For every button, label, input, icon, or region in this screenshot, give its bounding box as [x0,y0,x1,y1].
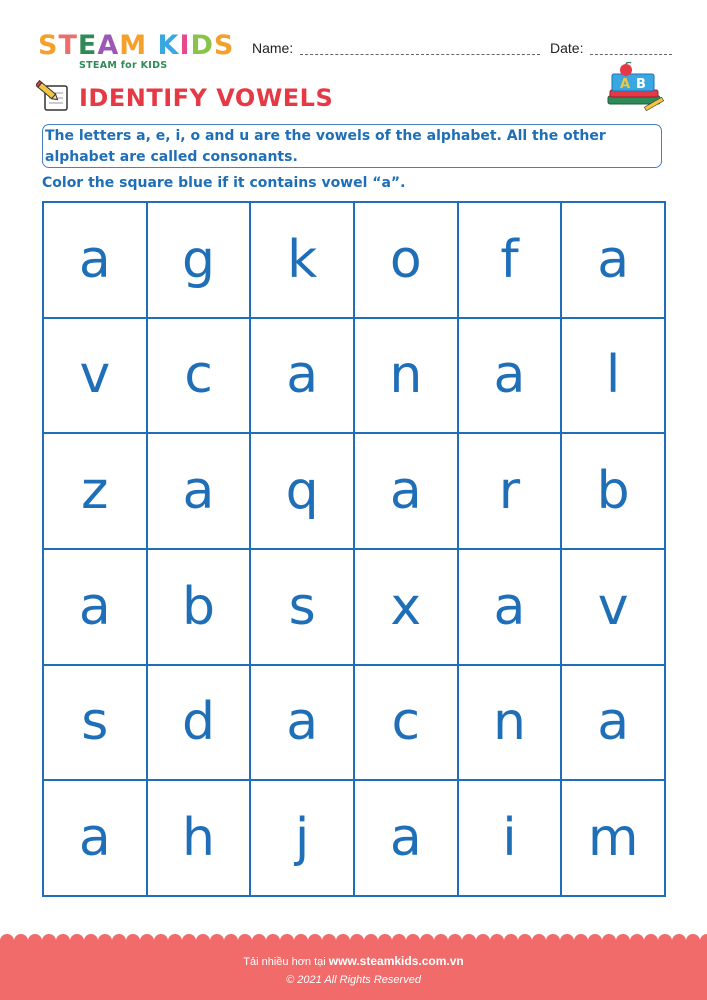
logo-letter: A [97,30,120,61]
instruction-text: Color the square blue if it contains vowel “a”. [42,175,406,191]
letter-grid [42,201,666,897]
date-field-line[interactable] [590,54,672,55]
letter-cell-r6-c2[interactable]: h [148,781,252,897]
abc-book-icon [604,62,666,114]
info-box [42,124,662,168]
letter-cell-r2-c1[interactable]: v [44,319,148,435]
logo-letter: I [179,30,191,61]
date-label: Date: [550,40,584,56]
letter-cell-r6-c4[interactable]: a [355,781,459,897]
letter-cell-r4-c5[interactable]: a [459,550,563,666]
letter-cell-r6-c3[interactable]: j [251,781,355,897]
letter-cell-r3-c6[interactable]: b [562,434,666,550]
letter-cell-r6-c6[interactable]: m [562,781,666,897]
letter-cell-r4-c1[interactable]: a [44,550,148,666]
footer-prefix: Tải nhiều hơn tại [243,956,326,968]
logo-letter [147,32,157,60]
logo-wordmark [38,32,238,60]
footer-website-line [0,954,707,968]
letter-cell-r2-c4[interactable]: n [355,319,459,435]
letter-cell-r2-c3[interactable]: a [251,319,355,435]
logo-letter: E [77,30,98,61]
logo-letter: M [119,30,148,61]
letter-cell-r6-c5[interactable]: i [459,781,563,897]
letter-cell-r5-c4[interactable]: c [355,666,459,782]
letter-cell-r1-c6[interactable]: a [562,203,666,319]
letter-cell-r1-c4[interactable]: o [355,203,459,319]
letter-cell-r5-c1[interactable]: s [44,666,148,782]
logo-letter: K [157,30,180,61]
letter-cell-r5-c6[interactable]: a [562,666,666,782]
letter-cell-r4-c3[interactable]: s [251,550,355,666]
letter-cell-r5-c3[interactable]: a [251,666,355,782]
footer-website-link[interactable]: www.steamkids.com.vn [328,954,464,968]
footer [0,940,707,1000]
logo-letter: D [190,30,214,61]
letter-cell-r1-c3[interactable]: k [251,203,355,319]
name-label: Name: [252,40,294,56]
letter-cell-r5-c5[interactable]: n [459,666,563,782]
info-line-1: The letters a, e, i, o and u are the vowels of the alphabet. All the other [45,128,606,144]
logo-letter: T [58,30,78,61]
letter-cell-r3-c5[interactable]: r [459,434,563,550]
letter-cell-r2-c5[interactable]: a [459,319,563,435]
letter-cell-r6-c1[interactable]: a [44,781,148,897]
letter-cell-r1-c2[interactable]: g [148,203,252,319]
letter-cell-r5-c2[interactable]: d [148,666,252,782]
letter-cell-r3-c1[interactable]: z [44,434,148,550]
letter-cell-r4-c6[interactable]: v [562,550,666,666]
logo-letter: S [38,30,59,61]
letter-cell-r1-c5[interactable]: f [459,203,563,319]
steam-kids-logo [38,32,238,71]
logo-tagline: STEAM for KIDS [79,60,168,71]
letter-cell-r3-c3[interactable]: q [251,434,355,550]
svg-text:A: A [620,77,631,92]
letter-cell-r1-c1[interactable]: a [44,203,148,319]
letter-cell-r4-c2[interactable]: b [148,550,252,666]
letter-cell-r3-c2[interactable]: a [148,434,252,550]
logo-letter: S [213,30,235,61]
footer-copyright: © 2021 All Rights Reserved [286,974,421,986]
svg-text:B: B [636,77,646,92]
letter-cell-r2-c6[interactable]: l [562,319,666,435]
letter-cell-r3-c4[interactable]: a [355,434,459,550]
letter-cell-r4-c4[interactable]: x [355,550,459,666]
info-line-2: alphabet are called consonants. [45,149,298,165]
letter-cell-r2-c2[interactable]: c [148,319,252,435]
pencil-paper-icon [36,80,70,112]
page-title: IDENTIFY VOWELS [79,84,334,112]
name-field-line[interactable] [300,54,540,55]
